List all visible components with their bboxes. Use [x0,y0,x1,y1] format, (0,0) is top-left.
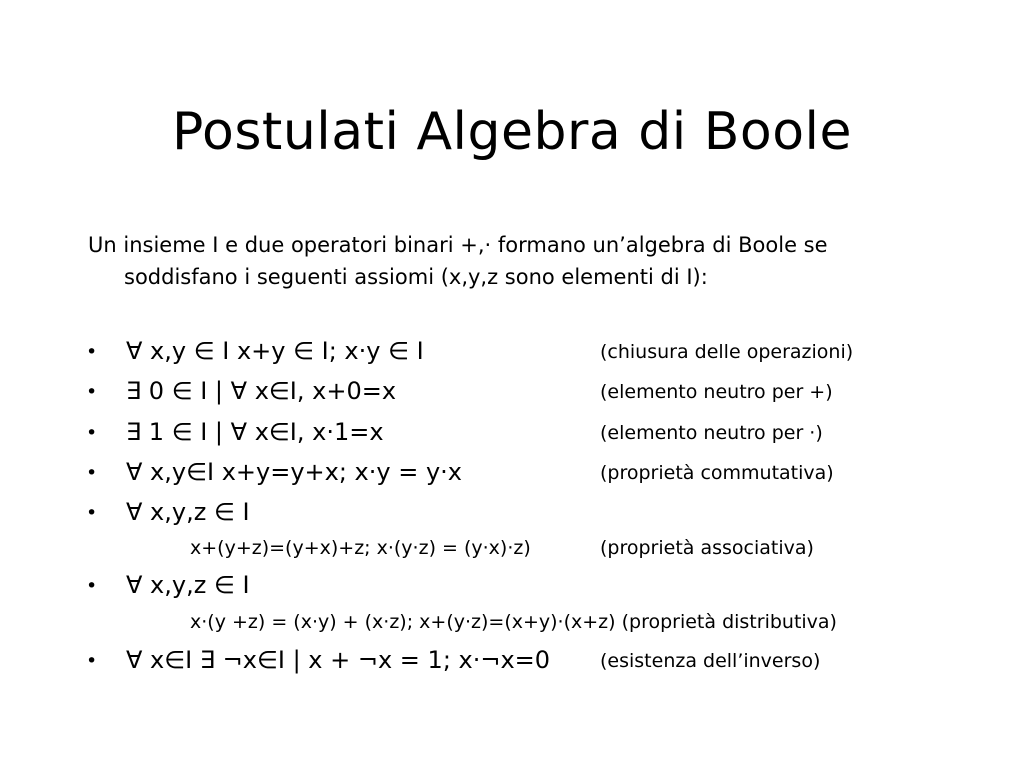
axiom-neutral-plus [0,377,1024,411]
bullet-marker: • [86,502,98,524]
axiom-distributive-detail [0,611,1024,645]
axiom-note: (chiusura delle operazioni) [600,341,854,363]
axiom-note: (elemento neutro per +) [600,381,833,403]
axiom-associative [0,498,1024,532]
axiom-formula: ∀ x,y,z ∈ I [126,498,250,526]
bullet-marker: • [86,422,98,444]
axiom-note: (proprietà associativa) [600,537,814,559]
axiom-formula: ∀ x∈I ∃ ¬x∈I | x + ¬x = 1; x·¬x=0 [126,646,551,674]
intro-paragraph [88,229,948,293]
axiom-neutral-times [0,418,1024,452]
axiom-note: (proprietà commutativa) [600,462,834,484]
bullet-marker: • [86,341,98,363]
axiom-closure [0,337,1024,371]
intro-line-1: Un insieme I e due operatori binari +,· formano un’algebra di Boole se [88,233,828,257]
axiom-formula: ∀ x,y ∈ I x+y ∈ I; x·y ∈ I [126,337,424,365]
axiom-formula: ∀ x,y∈I x+y=y+x; x·y = y·x [126,458,462,486]
axiom-distributive [0,571,1024,605]
axiom-note: (elemento neutro per ·) [600,422,823,444]
bullet-marker: • [86,462,98,484]
axiom-sub-formula: x+(y+z)=(y+x)+z; x·(y·z) = (y·x)·z) [190,537,531,559]
bullet-marker: • [86,381,98,403]
bullet-marker: • [86,650,98,672]
axiom-formula: ∃ 0 ∈ I | ∀ x∈I, x+0=x [126,377,397,405]
axiom-note: (esistenza dell’inverso) [600,650,821,672]
slide-title: Postulati Algebra di Boole [172,102,852,162]
bullet-marker: • [86,575,98,597]
axiom-formula: ∃ 1 ∈ I | ∀ x∈I, x·1=x [126,418,384,446]
axiom-sub-formula: x·(y +z) = (x·y) + (x·z); x+(y·z)=(x+y)·(x+z) (proprietà distributiva) [190,611,837,633]
intro-line-2: soddisfano i seguenti assiomi (x,y,z sono elementi di I): [124,265,708,289]
axiom-formula: ∀ x,y,z ∈ I [126,571,250,599]
axiom-associative-detail [0,537,1024,571]
axiom-commutative [0,458,1024,492]
axiom-inverse [0,646,1024,680]
